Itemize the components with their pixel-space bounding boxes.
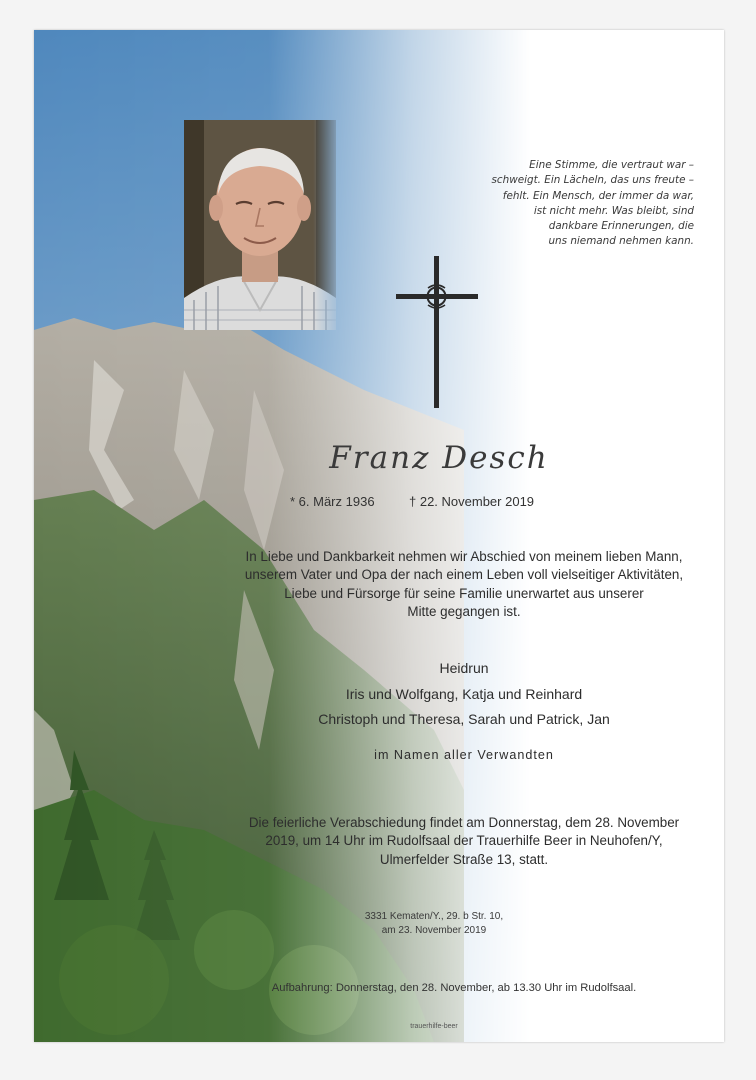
footer-credit: trauerhilfe-beer xyxy=(410,1023,458,1030)
place-line: am 23. November 2019 xyxy=(381,924,487,936)
ceremony-line: Die feierliche Verabschiedung findet am Donnerstag, dem 28. November xyxy=(248,815,680,830)
ceremony-info xyxy=(154,814,724,869)
announcement-line: Mitte gegangen ist. xyxy=(407,603,521,619)
quote-line: fehlt. Ein Mensch, der immer da war, xyxy=(502,189,694,202)
death-date: † 22. November 2019 xyxy=(409,494,535,509)
memorial-quote xyxy=(414,158,694,250)
viewing-info: Aufbahrung: Donnerstag, den 28. November, ab 13.30 Uhr im Rudolfsaal. xyxy=(271,982,637,994)
deceased-name: Franz Desch xyxy=(329,440,549,476)
obituary-card xyxy=(34,30,724,1042)
quote-line: Eine Stimme, die vertraut war – xyxy=(529,159,694,171)
family-names xyxy=(214,656,714,733)
place-and-date xyxy=(264,910,604,937)
family-line: Christoph und Theresa, Sarah und Patrick, Jan xyxy=(318,711,610,727)
announcement-text xyxy=(164,548,724,621)
quote-line: schweigt. Ein Lächeln, das uns freute – xyxy=(491,174,694,187)
quote-line: uns niemand nehmen kann. xyxy=(548,235,694,248)
place-line: 3331 Kematen/Y., 29. b Str. 10, xyxy=(364,911,504,922)
portrait-photo xyxy=(184,120,336,330)
ceremony-line: Ulmerfelder Straße 13, statt. xyxy=(379,851,549,867)
family-line: Heidrun xyxy=(439,660,489,676)
birth-date: * 6. März 1936 xyxy=(290,494,375,509)
relatives-note: im Namen aller Verwandten xyxy=(374,748,554,762)
announcement-line: In Liebe und Dankbarkeit nehmen wir Abschied von meinem lieben Mann, xyxy=(245,549,683,564)
ceremony-line: 2019, um 14 Uhr im Rudolfsaal der Trauerhilfe Beer in Neuhofen/Y, xyxy=(265,833,663,849)
announcement-line: Liebe und Fürsorge für seine Familie unerwartet aus unserer xyxy=(284,585,644,601)
announcement-line: unserem Vater und Opa der nach einem Leben voll vielseitiger Aktivitäten, xyxy=(244,567,684,583)
quote-line: dankbare Erinnerungen, die xyxy=(548,220,694,233)
quote-line: ist nicht mehr. Was bleibt, sind xyxy=(533,204,694,217)
cross-icon xyxy=(396,256,478,408)
family-line: Iris und Wolfgang, Katja und Reinhard xyxy=(345,685,583,702)
